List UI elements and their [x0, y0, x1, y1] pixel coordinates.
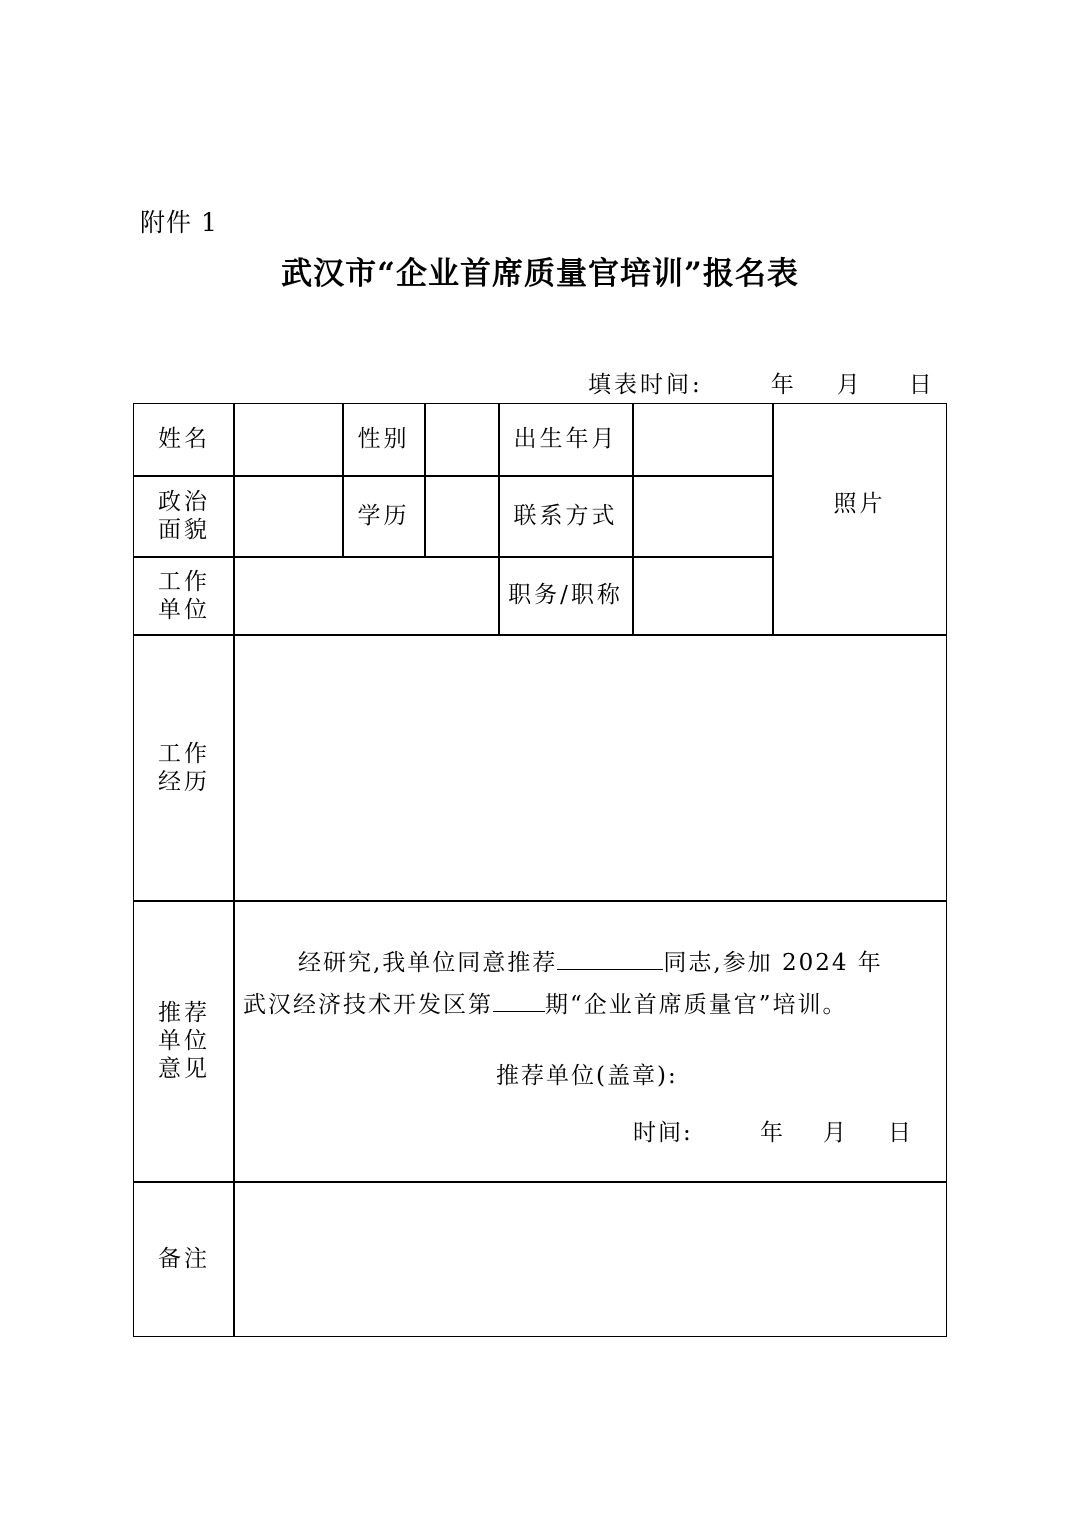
label-birth: 出生年月	[513, 426, 618, 452]
education-field[interactable]	[425, 476, 498, 556]
name-field[interactable]	[234, 404, 342, 475]
label-work-history-line1: 工作	[158, 740, 210, 767]
gender-field[interactable]	[425, 404, 498, 475]
label-education: 学历	[357, 502, 410, 529]
registration-table	[133, 403, 947, 1337]
label-political-status-line1: 政治	[158, 489, 210, 515]
recommend-text-2b: 期“企业首席质量官”培训。	[545, 992, 848, 1018]
session-blank[interactable]	[493, 989, 545, 1012]
label-work-history-line2: 经历	[158, 768, 210, 795]
fill-date-label: 填表时间:	[588, 372, 703, 398]
label-recommendation-line2: 单位	[158, 1028, 210, 1054]
label-position: 职务/职称	[508, 582, 623, 608]
attachment-label: 附件 1	[140, 208, 218, 237]
recommend-year: 2024	[781, 950, 849, 976]
label-name: 姓名	[158, 426, 210, 452]
label-remarks: 备注	[158, 1245, 210, 1272]
label-recommendation-line3: 意见	[158, 1056, 210, 1082]
position-field[interactable]	[633, 557, 772, 634]
label-photo: 照片	[833, 490, 886, 517]
label-work-unit	[134, 557, 234, 634]
contact-field[interactable]	[633, 476, 772, 556]
remarks-field[interactable]	[234, 1182, 946, 1336]
recommend-month-label: 月	[823, 1120, 848, 1146]
label-work-unit-line2: 单位	[158, 596, 210, 623]
birth-field[interactable]	[633, 404, 772, 475]
recommend-text-1c: 年	[857, 950, 883, 976]
political-status-field[interactable]	[234, 476, 342, 556]
nominee-blank[interactable]	[557, 947, 663, 970]
label-work-history	[134, 635, 234, 900]
recommend-year-label: 年	[760, 1120, 785, 1146]
label-recommendation-line1: 推荐	[158, 1000, 210, 1026]
recommend-day-label: 日	[888, 1120, 913, 1146]
recommend-line-2	[243, 986, 848, 1019]
recommend-text-1b: 同志,参加	[663, 950, 773, 976]
label-recommendation	[134, 901, 234, 1181]
recommend-text-1a: 经研究,我单位同意推荐	[298, 950, 558, 976]
work-unit-field[interactable]	[234, 557, 498, 634]
recommend-time-label: 时间:	[633, 1120, 693, 1146]
row-divider-4	[134, 900, 946, 902]
fill-date-day: 日	[908, 372, 935, 398]
label-gender: 性别	[357, 426, 410, 452]
label-political-status	[134, 476, 234, 556]
recommend-text-2a: 武汉经济技术开发区第	[243, 992, 493, 1018]
label-work-unit-line1: 工作	[158, 568, 210, 595]
recommend-line-1	[298, 944, 883, 977]
fill-date-year: 年	[770, 372, 797, 398]
form-title: 武汉市“企业首席质量官培训”报名表	[281, 256, 799, 292]
label-political-status-line2: 面貌	[158, 517, 210, 543]
fill-date-month: 月	[836, 372, 863, 398]
fill-date-row	[588, 366, 935, 399]
stamp-label: 推荐单位(盖章):	[496, 1063, 678, 1089]
work-history-field[interactable]	[234, 635, 946, 900]
label-contact: 联系方式	[513, 502, 618, 529]
